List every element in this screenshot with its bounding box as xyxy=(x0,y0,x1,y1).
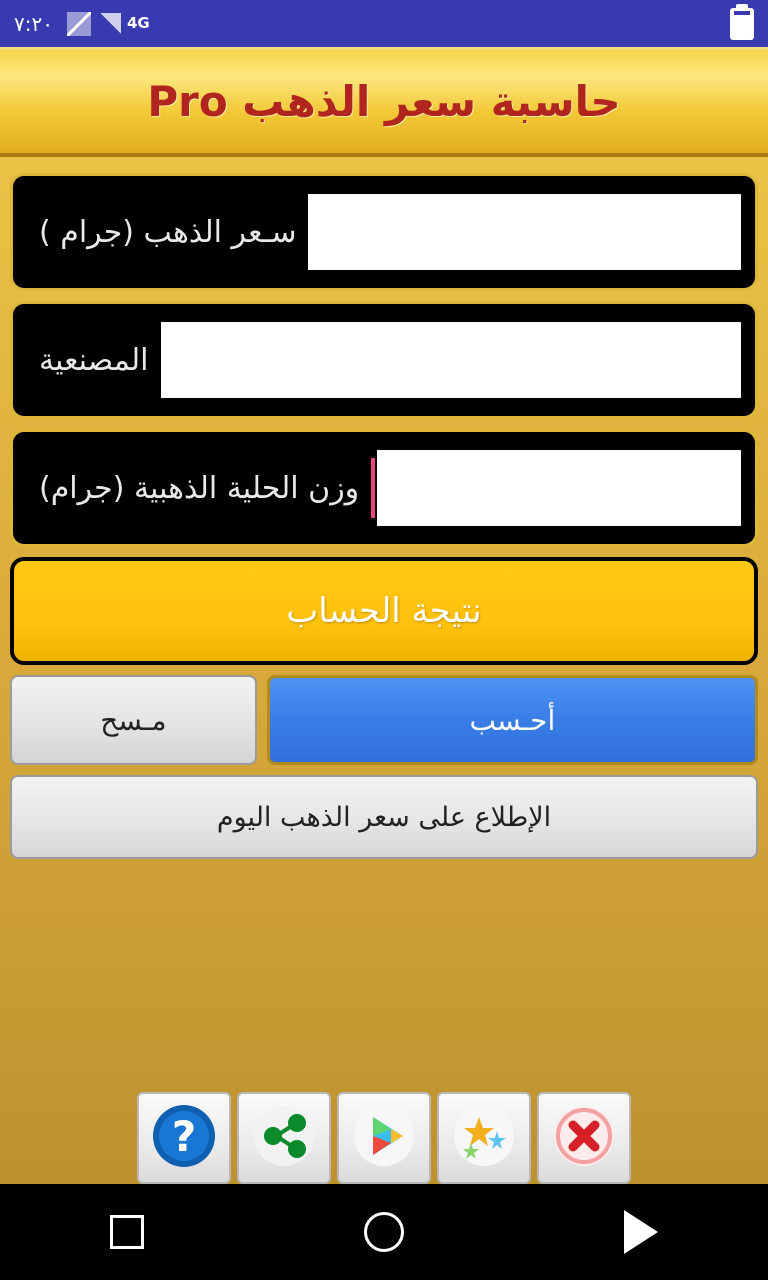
rate-stars-icon xyxy=(451,1103,517,1173)
exit-button[interactable] xyxy=(537,1092,631,1184)
bottom-icon-bar xyxy=(0,1092,768,1184)
workmanship-label: المصنعية xyxy=(39,342,149,378)
nav-back-button[interactable] xyxy=(624,1210,658,1254)
signal-icon xyxy=(101,13,121,35)
main-content xyxy=(0,157,768,859)
status-clock: ٧:٢٠ xyxy=(14,11,53,36)
share-icon xyxy=(251,1103,317,1173)
google-play-button[interactable] xyxy=(337,1092,431,1184)
app-title-banner xyxy=(0,47,768,157)
today-gold-price-button[interactable]: الإطلاع على سعر الذهب اليوم xyxy=(10,775,758,859)
svg-text:?: ? xyxy=(171,1112,197,1161)
clear-button[interactable]: مـسح xyxy=(10,675,257,765)
nav-home-button[interactable] xyxy=(364,1212,404,1252)
nav-recents-button[interactable] xyxy=(110,1215,144,1249)
status-icons xyxy=(67,12,150,36)
share-button[interactable] xyxy=(237,1092,331,1184)
workmanship-row xyxy=(10,301,758,419)
jewelry-weight-input[interactable] xyxy=(377,450,741,526)
jewelry-weight-label: وزن الحلية الذهبية (جرام) xyxy=(39,470,360,506)
battery-icon xyxy=(730,8,754,40)
gold-price-label: سـعر الذهب (جرام ) xyxy=(39,214,297,250)
android-navigation-bar xyxy=(0,1184,768,1280)
gold-price-input[interactable] xyxy=(308,194,741,270)
calculate-button[interactable]: أحـسب xyxy=(267,675,758,765)
text-caret xyxy=(371,458,375,518)
google-play-icon xyxy=(351,1103,417,1173)
rate-button[interactable] xyxy=(437,1092,531,1184)
action-button-row xyxy=(10,675,758,765)
workmanship-input[interactable] xyxy=(161,322,742,398)
gold-price-row xyxy=(10,173,758,291)
page-title: حاسبة سعر الذهب Pro xyxy=(147,77,621,126)
jewelry-weight-row xyxy=(10,429,758,547)
result-panel xyxy=(10,557,758,665)
exit-close-icon xyxy=(551,1103,617,1173)
network-4g-icon: 4G xyxy=(126,14,150,32)
sim-card-icon xyxy=(67,12,91,36)
help-button[interactable] xyxy=(137,1092,231,1184)
help-icon xyxy=(151,1103,217,1173)
result-label: نتيجة الحساب xyxy=(286,591,482,631)
status-bar xyxy=(0,0,768,47)
